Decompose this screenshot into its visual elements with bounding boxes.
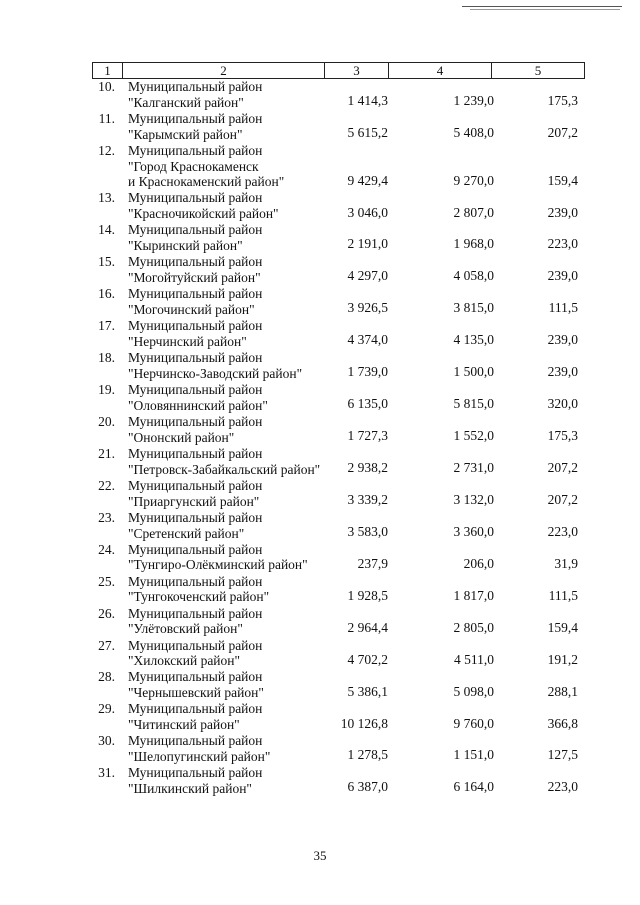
value-col-5: 239,0 [547,364,578,380]
district-name [128,606,328,638]
district-name-line: "Калганский район" [128,94,244,110]
header-cell-3: 3 [325,63,389,79]
row-number: 31. [98,765,115,781]
district-name-line: "Город Краснокаменск [128,158,259,174]
district-name-line: "Оловяннинский район" [128,397,268,413]
district-name-line: Муниципальный район [128,190,263,206]
value-col-4: 3 360,0 [453,523,494,539]
table-row [0,701,640,733]
district-name-line: "Сретенский район" [128,525,245,541]
header-cell-2: 2 [123,63,325,79]
row-number: 15. [98,254,115,270]
value-col-3: 4 297,0 [347,268,388,284]
table-row [0,79,640,111]
value-col-4: 2 731,0 [453,460,494,476]
value-col-4: 1 552,0 [453,428,494,444]
district-name [128,318,328,350]
value-col-3: 5 386,1 [347,683,388,699]
value-col-3: 3 583,0 [347,523,388,539]
value-col-5: 127,5 [547,747,578,763]
row-number: 21. [98,445,115,461]
district-name [128,478,328,510]
value-col-4: 2 805,0 [453,619,494,635]
district-name [128,222,328,254]
value-col-5: 239,0 [547,332,578,348]
value-col-4: 4 511,0 [454,651,494,667]
value-col-4: 5 098,0 [453,683,494,699]
district-name [128,414,328,446]
district-name-line: Муниципальный район [128,477,263,493]
value-col-4: 4 058,0 [453,268,494,284]
value-col-3: 6 135,0 [347,396,388,412]
table-row [0,669,640,701]
table-row [0,510,640,542]
district-name-line: "Приаргунский район" [128,493,260,509]
district-name-line: "Шилкинский район" [128,781,252,797]
page-number: 35 [313,848,327,863]
district-name-line: Муниципальный район [128,110,263,126]
row-number: 23. [98,509,115,525]
district-name-line: "Читинский район" [128,717,240,733]
district-name-line: и Краснокаменский район" [128,174,285,190]
district-name-line: Муниципальный район [128,637,263,653]
value-col-5: 223,0 [547,236,578,252]
district-name-line: "Могочинский район" [128,301,255,317]
district-name-line: Муниципальный район [128,222,263,238]
district-name-line: Муниципальный район [128,382,263,397]
value-col-3: 1 739,0 [347,364,388,380]
value-col-4: 1 151,0 [453,747,494,763]
district-name-line: "Тунгиро-Олёкминский район" [128,557,308,573]
row-number: 26. [98,605,115,621]
value-col-3: 9 429,4 [347,172,388,188]
table-row [0,638,640,670]
value-col-4: 4 135,0 [453,332,494,348]
value-col-3: 2 938,2 [347,460,388,476]
header-cell-4: 4 [389,63,492,79]
value-col-5: 175,3 [547,428,578,444]
table-row [0,222,640,254]
value-col-5: 288,1 [547,683,578,699]
value-col-5: 31,9 [554,555,578,571]
district-name [128,701,328,733]
row-number: 24. [98,541,115,557]
district-name [128,574,328,606]
value-col-3: 3 926,5 [347,300,388,316]
row-number: 25. [98,573,115,589]
row-number: 11. [98,110,115,126]
district-name-line: "Улётовский район" [128,621,243,637]
value-col-5: 223,0 [547,523,578,539]
district-name [128,733,328,765]
district-name [128,111,328,143]
row-number: 16. [98,286,115,302]
district-name-line: "Могойтуйский район" [128,270,261,286]
value-col-3: 3 046,0 [347,204,388,220]
district-name [128,286,328,318]
district-name-line: Муниципальный район [128,733,263,749]
row-number: 28. [98,669,115,685]
value-col-5: 191,2 [547,651,578,667]
district-name-line: Муниципальный район [128,541,263,557]
table-row [0,414,640,446]
district-name-line: Муниципальный район [128,765,263,781]
header-row [93,63,585,79]
district-name-line: Муниципальный район [128,445,263,461]
district-name-line: "Тунгокоченский район" [128,589,270,605]
district-name-line: "Шелопугинский район" [128,749,271,765]
table-row [0,446,640,478]
column-number-header [92,62,585,79]
table-body [0,79,640,797]
row-number: 22. [98,477,115,493]
table-row [0,382,640,414]
value-col-5: 159,4 [547,619,578,635]
value-col-5: 159,4 [547,172,578,188]
table-row [0,765,640,797]
district-name-line: "Нерчинско-Заводский район" [128,365,303,381]
table-row [0,143,640,191]
table-row [0,574,640,606]
row-number: 20. [98,413,115,429]
value-col-4: 3 132,0 [453,491,494,507]
district-name-line: Муниципальный район [128,318,263,334]
district-name-line: "Красночикойский район" [128,206,279,222]
value-col-5: 366,8 [547,715,578,731]
district-name [128,143,328,190]
value-col-4: 3 815,0 [453,300,494,316]
value-col-5: 223,0 [547,779,578,795]
table-row [0,286,640,318]
top-rule-secondary [470,9,620,10]
value-col-3: 1 278,5 [347,747,388,763]
table-row [0,350,640,382]
value-col-5: 175,3 [547,93,578,109]
district-name [128,669,328,701]
district-name-line: Муниципальный район [128,413,263,429]
district-name [128,382,328,414]
table-row [0,478,640,510]
value-col-5: 320,0 [547,396,578,412]
value-col-3: 2 191,0 [347,236,388,252]
district-name [128,542,328,574]
value-col-4: 9 760,0 [453,715,494,731]
district-name [128,254,328,286]
value-col-3: 6 387,0 [347,779,388,795]
row-number: 19. [98,382,115,397]
district-name-line: "Нерчинский район" [128,333,247,349]
value-col-3: 4 374,0 [347,332,388,348]
row-number: 27. [98,637,115,653]
district-name [128,765,328,797]
value-col-4: 6 164,0 [453,779,494,795]
value-col-5: 207,2 [547,460,578,476]
district-name-line: Муниципальный район [128,142,263,158]
district-name [128,190,328,222]
value-col-4: 5 408,0 [453,125,494,141]
value-col-5: 239,0 [547,204,578,220]
district-name-line: "Петровск-Забайкальский район" [128,461,321,477]
value-col-4: 1 500,0 [453,364,494,380]
row-number: 14. [98,222,115,238]
table-row [0,318,640,350]
top-rule [462,6,622,7]
district-name-line: Муниципальный район [128,350,263,366]
district-name-line: Муниципальный район [128,669,263,685]
district-name-line: "Хилокский район" [128,653,241,669]
district-name-line: Муниципальный район [128,605,263,621]
value-col-4: 2 807,0 [453,204,494,220]
value-col-3: 10 126,8 [340,715,388,731]
value-col-3: 1 928,5 [347,587,388,603]
row-number: 17. [98,318,115,334]
district-name-line: "Карымский район" [128,126,243,142]
value-col-5: 239,0 [547,268,578,284]
district-name-line: "Ононский район" [128,429,235,445]
value-col-4: 5 815,0 [453,396,494,412]
value-col-3: 237,9 [357,555,388,571]
row-number: 13. [98,190,115,206]
table-row [0,733,640,765]
value-col-3: 3 339,2 [347,491,388,507]
table-row [0,111,640,143]
row-number: 12. [98,142,115,158]
row-number: 10. [98,79,115,94]
value-col-4: 1 968,0 [453,236,494,252]
value-col-5: 207,2 [547,125,578,141]
district-name-line: Муниципальный район [128,286,263,302]
district-name-line: Муниципальный район [128,509,263,525]
value-col-4: 1 817,0 [453,587,494,603]
district-name-line: "Чернышевский район" [128,685,264,701]
value-col-3: 1 414,3 [347,93,388,109]
district-name [128,79,328,111]
value-col-5: 207,2 [547,491,578,507]
district-name-line: "Кыринский район" [128,238,243,254]
value-col-3: 5 615,2 [347,125,388,141]
value-col-4: 1 239,0 [453,93,494,109]
value-col-3: 1 727,3 [347,428,388,444]
value-col-5: 111,5 [548,587,578,603]
table-row [0,542,640,574]
value-col-3: 2 964,4 [347,619,388,635]
district-name-line: Муниципальный район [128,254,263,270]
table-row [0,606,640,638]
row-number: 29. [98,701,115,717]
value-col-4: 206,0 [463,555,494,571]
value-col-3: 4 702,2 [347,651,388,667]
value-col-4: 9 270,0 [453,172,494,188]
district-name [128,350,328,382]
district-name-line: Муниципальный район [128,701,263,717]
row-number: 30. [98,733,115,749]
district-name [128,510,328,542]
district-name [128,446,328,478]
district-name [128,638,328,670]
table-row [0,190,640,222]
row-number: 18. [98,350,115,366]
header-cell-1: 1 [93,63,123,79]
district-name-line: Муниципальный район [128,573,263,589]
table-row [0,254,640,286]
header-cell-5: 5 [492,63,585,79]
district-name-line: Муниципальный район [128,79,263,94]
value-col-5: 111,5 [548,300,578,316]
